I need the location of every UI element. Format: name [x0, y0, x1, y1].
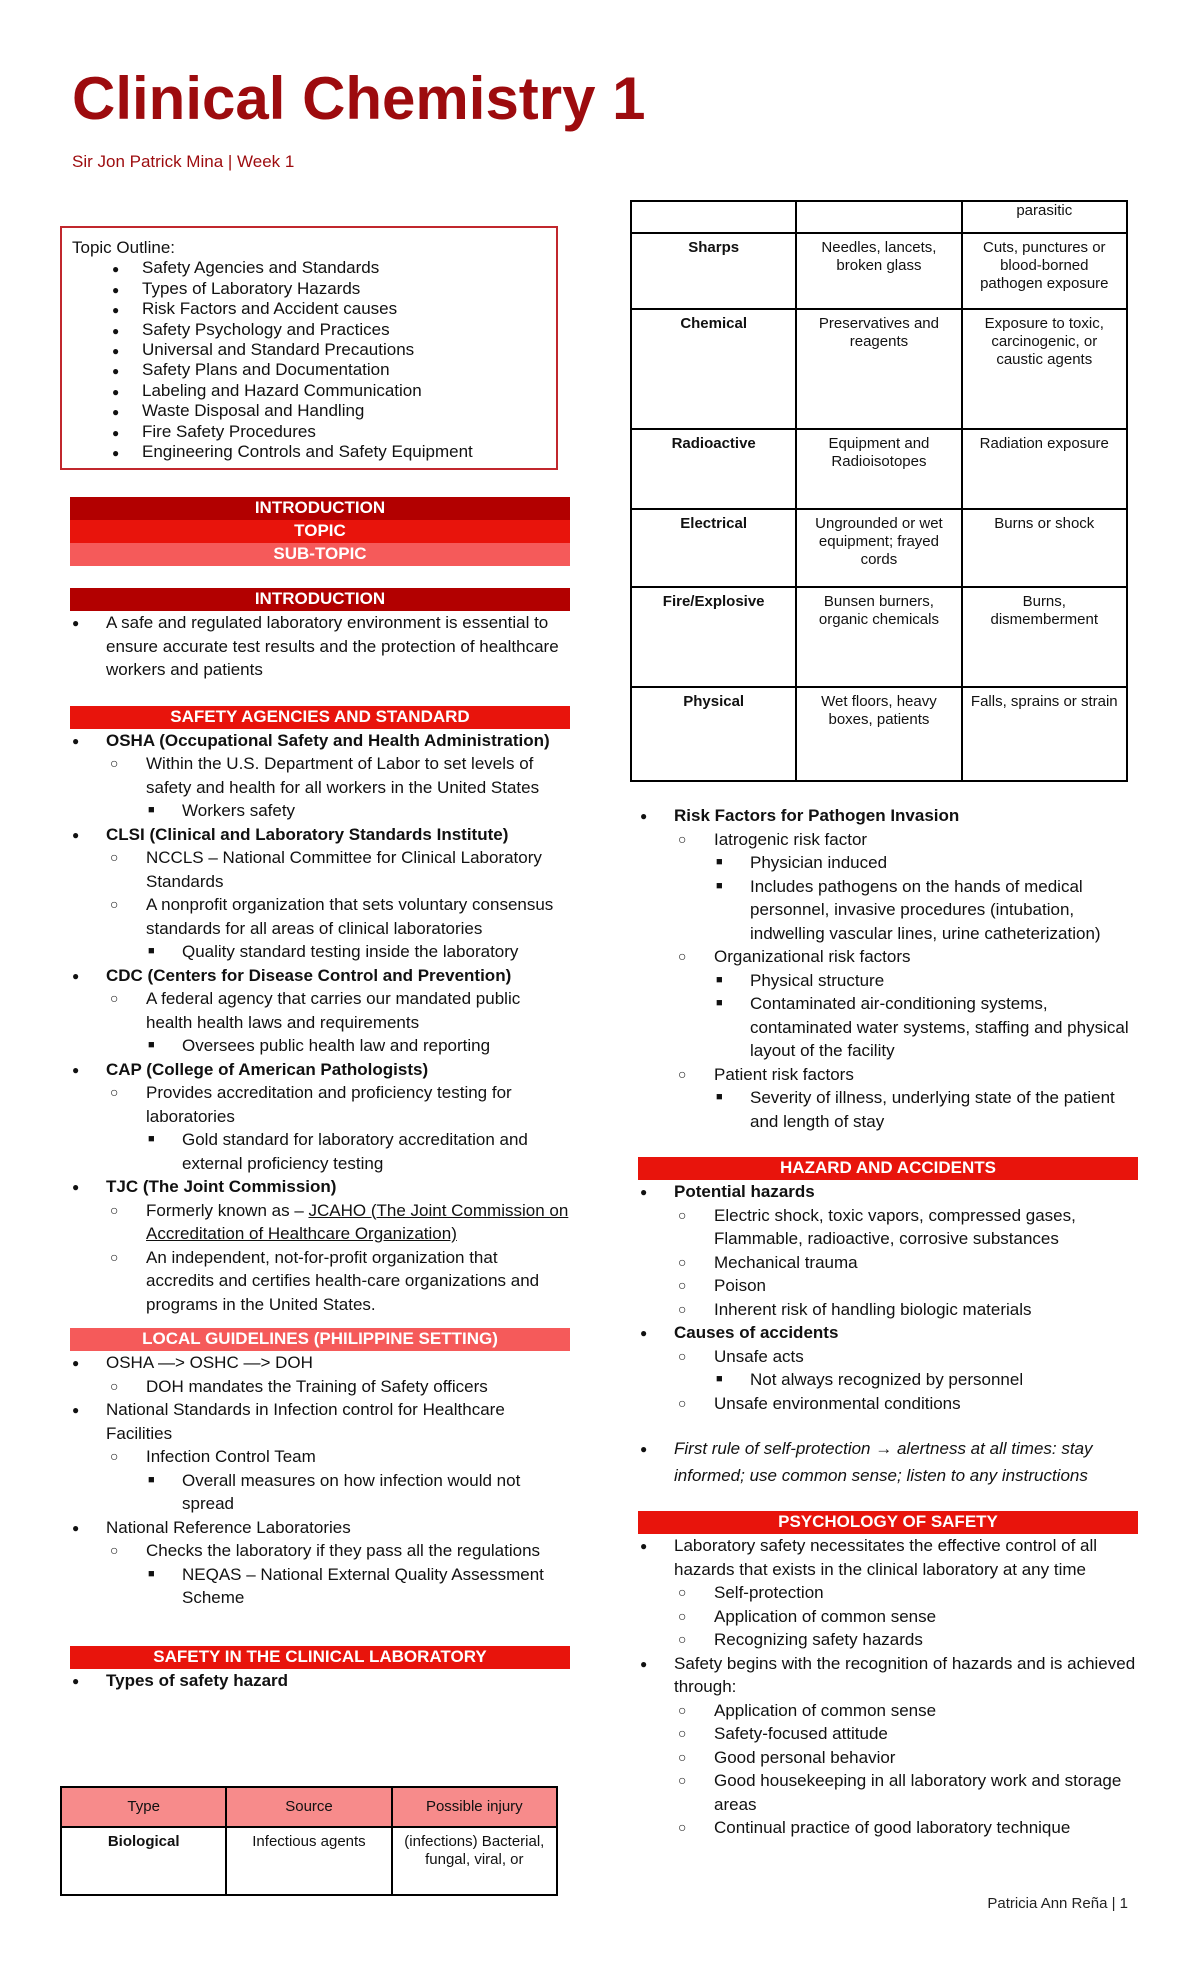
agency-name: TJC (The Joint Commission)	[106, 1177, 337, 1196]
agency-osha	[70, 729, 570, 823]
cell-injury: Burns, dismemberment	[962, 587, 1127, 687]
list-item: ○ Inherent risk of handling biologic materials	[674, 1298, 1138, 1322]
table-row	[631, 309, 1127, 429]
self-protection-rule: ● First rule of self-protection → alertness at all times: stay informed; use common sense; listen to any instructions	[638, 1435, 1138, 1489]
list-item: ■ Contaminated air-conditioning systems, contaminated water systems, staffing and physical layout of the facility	[714, 992, 1138, 1063]
local-guidelines-header: LOCAL GUIDELINES (PHILIPPINE SETTING)	[70, 1328, 570, 1351]
intro-text: ● A safe and regulated laboratory environment is essential to ensure accurate test results and the protection of healthcare workers and patients	[70, 611, 570, 682]
risk-factors-title: ● Risk Factors for Pathogen Invasion ○ Iatrogenic risk factor ■ Physician induced ■ Includes pathogens on the hands of medical personnel, invasive procedures (intubation, indwelling vascular lines, urine catheterization) ○ Organizational risk factors ■ Physical structure ■ Contaminated air-conditioning systems, contaminated water systems, staffing and physical layout of the facility ○ Patient risk factors ■ Severity of illness, underlying state of the patient and length of stay	[638, 804, 1138, 1133]
outline-item: ● Universal and Standard Precautions	[72, 340, 546, 360]
agency-desc: ○ Formerly known as – JCAHO (The Joint Commission on Accreditation of Healthcare Organization)	[106, 1199, 570, 1246]
cell-source: Equipment and Radioisotopes	[796, 429, 961, 509]
list-item: ● National Standards in Infection control for Healthcare Facilities ○ Infection Control Team ■ Overall measures on how infection would not spread	[70, 1398, 570, 1516]
list-item: ○ Self-protection	[674, 1581, 1138, 1605]
outline-item: ● Labeling and Hazard Communication	[72, 381, 546, 401]
table-row	[631, 587, 1127, 687]
table-header-source: Source	[226, 1787, 391, 1827]
agency-desc: ○ Within the U.S. Department of Labor to set levels of safety and health for all workers in the United States ■ Workers safety	[106, 752, 570, 823]
agencies-header: SAFETY AGENCIES AND STANDARD	[70, 706, 570, 729]
hazard-table-part1	[60, 1786, 558, 1896]
cell-type	[631, 201, 796, 233]
jcaho-link-text: JCAHO (The Joint Commission on Accreditation of Healthcare Organization)	[146, 1200, 569, 1243]
agency-name: CDC (Centers for Disease Control and Prevention)	[106, 965, 512, 985]
right-column	[638, 804, 1138, 1840]
cell-injury: Falls, sprains or strain	[962, 687, 1127, 781]
agency-desc: ○ A federal agency that carries our mandated public health health laws and requirements ■ Oversees public health law and reporting	[106, 987, 570, 1058]
clinical-lab-section	[70, 1646, 570, 1693]
list-item: ○ Safety-focused attitude	[674, 1722, 1138, 1746]
agency-desc: ○ A nonprofit organization that sets voluntary consensus standards for all areas of clinical laboratories ■ Quality standard testing inside the laboratory	[106, 893, 570, 964]
list-item: ○ Unsafe environmental conditions	[674, 1392, 1138, 1416]
list-item: ○ Continual practice of good laboratory technique	[674, 1816, 1138, 1840]
list-item: ● Safety begins with the recognition of hazards and is achieved through: ○ Application of common sense ○ Safety-focused attitude ○ Good personal behavior ○ Good housekeeping in all laboratory work and storage areas ○ Continual practice of good laboratory technique	[638, 1652, 1138, 1840]
outline-item: ● Safety Plans and Documentation	[72, 360, 546, 380]
agency-tjc	[70, 1175, 570, 1316]
outline-item: ● Safety Agencies and Standards	[72, 258, 546, 278]
list-item: ○ Good housekeeping in all laboratory work and storage areas	[674, 1769, 1138, 1816]
outline-item: ● Safety Psychology and Practices	[72, 320, 546, 340]
list-item: ● National Reference Laboratories ○ Checks the laboratory if they pass all the regulations ■ NEQAS – National External Quality Assessment Scheme	[70, 1516, 570, 1610]
list-item: ■ Overall measures on how infection would not spread	[146, 1469, 570, 1516]
cell-source: Ungrounded or wet equipment; frayed cords	[796, 509, 961, 587]
list-item: ■ Physician induced	[714, 851, 1138, 875]
agency-sub: ■ Workers safety	[146, 799, 570, 823]
hazards-header: HAZARD AND ACCIDENTS	[638, 1157, 1138, 1180]
local-guidelines-section	[70, 1328, 570, 1610]
outline-item: ● Fire Safety Procedures	[72, 422, 546, 442]
heading-legend	[70, 497, 570, 566]
legend-introduction: INTRODUCTION	[70, 497, 570, 520]
list-item: ○ Electric shock, toxic vapors, compressed gases, Flammable, radioactive, corrosive substances	[674, 1204, 1138, 1251]
topic-outline-list	[72, 258, 546, 462]
cell-source: Bunsen burners, organic chemicals	[796, 587, 961, 687]
agency-clsi	[70, 823, 570, 964]
cell-injury: Burns or shock	[962, 509, 1127, 587]
table-row	[631, 687, 1127, 781]
table-row	[631, 233, 1127, 309]
agency-cdc	[70, 964, 570, 1058]
agencies-section	[70, 706, 570, 1317]
list-item: ○ Application of common sense	[674, 1605, 1138, 1629]
risk-factors-section	[638, 804, 1138, 1133]
psychology-header: PSYCHOLOGY OF SAFETY	[638, 1511, 1138, 1534]
list-item: ● Causes of accidents ○ Unsafe acts ■ Not always recognized by personnel ○ Unsafe environmental conditions	[638, 1321, 1138, 1415]
page-footer: Patricia Ann Reña | 1	[987, 1895, 1128, 1912]
list-item: ■ NEQAS – National External Quality Assessment Scheme	[146, 1563, 570, 1610]
list-item: ■ Severity of illness, underlying state of the patient and length of stay	[714, 1086, 1138, 1133]
list-item: ○ Organizational risk factors ■ Physical structure ■ Contaminated air-conditioning systems, contaminated water systems, staffing and physical layout of the facility	[674, 945, 1138, 1063]
left-column	[70, 497, 570, 1692]
clinical-lab-header: SAFETY IN THE CLINICAL LABORATORY	[70, 1646, 570, 1669]
hazard-table-part2	[630, 200, 1128, 782]
legend-topic: TOPIC	[70, 520, 570, 543]
outline-item: ● Engineering Controls and Safety Equipment	[72, 442, 546, 462]
psychology-section	[638, 1511, 1138, 1840]
cell-injury: Cuts, punctures or blood-borned pathogen exposure	[962, 233, 1127, 309]
agency-name: CAP (College of American Pathologists)	[106, 1059, 429, 1079]
agency-sub: ■ Quality standard testing inside the laboratory	[146, 940, 570, 964]
agency-name: CLSI (Clinical and Laboratory Standards Institute)	[106, 824, 509, 844]
list-item: ○ Infection Control Team ■ Overall measures on how infection would not spread	[106, 1445, 570, 1516]
table-header-injury: Possible injury	[392, 1787, 557, 1827]
outline-item: ● Risk Factors and Accident causes	[72, 299, 546, 319]
list-item: ■ Includes pathogens on the hands of medical personnel, invasive procedures (intubation, indwelling vascular lines, urine catheterization)	[714, 875, 1138, 946]
agency-name: OSHA (Occupational Safety and Health Administration)	[106, 730, 550, 750]
legend-subtopic: SUB-TOPIC	[70, 543, 570, 566]
outline-item: ● Types of Laboratory Hazards	[72, 279, 546, 299]
agency-desc: ○ Provides accreditation and proficiency testing for laboratories ■ Gold standard for laboratory accreditation and external proficiency testing	[106, 1081, 570, 1175]
list-item: ○ Iatrogenic risk factor ■ Physician induced ■ Includes pathogens on the hands of medical personnel, invasive procedures (intubation, indwelling vascular lines, urine catheterization)	[674, 828, 1138, 946]
list-item: ○ Mechanical trauma	[674, 1251, 1138, 1275]
table-row	[61, 1827, 557, 1895]
table-header-row	[61, 1787, 557, 1827]
cell-type: Chemical	[631, 309, 796, 429]
cell-injury: (infections) Bacterial, fungal, viral, or	[392, 1827, 557, 1895]
list-item: ○ DOH mandates the Training of Safety officers	[106, 1375, 570, 1399]
outline-item: ● Waste Disposal and Handling	[72, 401, 546, 421]
topic-outline-heading: Topic Outline:	[72, 238, 175, 257]
list-item: ■ Not always recognized by personnel	[714, 1368, 1138, 1392]
table-row	[631, 429, 1127, 509]
list-item: ● Potential hazards ○ Electric shock, toxic vapors, compressed gases, Flammable, radioactive, corrosive substances ○ Mechanical trauma ○ Poison ○ Inherent risk of handling biologic materials	[638, 1180, 1138, 1321]
hazards-section	[638, 1157, 1138, 1489]
cell-source: Needles, lancets, broken glass	[796, 233, 961, 309]
topic-outline-box	[60, 226, 558, 470]
agency-desc: ○ NCCLS – National Committee for Clinical Laboratory Standards	[106, 846, 570, 893]
types-of-hazard-label: ● Types of safety hazard	[70, 1669, 570, 1693]
table-row	[631, 201, 1127, 233]
document-title: Clinical Chemistry 1	[72, 65, 646, 132]
cell-type: Radioactive	[631, 429, 796, 509]
cell-injury: Exposure to toxic, carcinogenic, or caustic agents	[962, 309, 1127, 429]
cell-type: Physical	[631, 687, 796, 781]
list-item: ○ Poison	[674, 1274, 1138, 1298]
cell-source: Wet floors, heavy boxes, patients	[796, 687, 961, 781]
list-item: ○ Application of common sense	[674, 1699, 1138, 1723]
agency-cap	[70, 1058, 570, 1176]
list-item: ○ Good personal behavior	[674, 1746, 1138, 1770]
table-row	[631, 509, 1127, 587]
cell-type: Biological	[61, 1827, 226, 1895]
cell-type: Electrical	[631, 509, 796, 587]
cell-source: Infectious agents	[226, 1827, 391, 1895]
list-item: ○ Recognizing safety hazards	[674, 1628, 1138, 1652]
list-item: ○ Checks the laboratory if they pass all the regulations ■ NEQAS – National External Quality Assessment Scheme	[106, 1539, 570, 1610]
list-item: ● OSHA —> OSHC —> DOH ○ DOH mandates the Training of Safety officers	[70, 1351, 570, 1398]
introduction-section	[70, 588, 570, 682]
agency-sub: ■ Gold standard for laboratory accreditation and external proficiency testing	[146, 1128, 570, 1175]
list-item: ○ Patient risk factors ■ Severity of illness, underlying state of the patient and length of stay	[674, 1063, 1138, 1134]
cell-source: Preservatives and reagents	[796, 309, 961, 429]
cell-injury: parasitic	[962, 201, 1127, 233]
introduction-header: INTRODUCTION	[70, 588, 570, 611]
list-item: ● Laboratory safety necessitates the effective control of all hazards that exists in the clinical laboratory at any time ○ Self-protection ○ Application of common sense ○ Recognizing safety hazards	[638, 1534, 1138, 1652]
agency-sub: ■ Oversees public health law and reporting	[146, 1034, 570, 1058]
cell-source	[796, 201, 961, 233]
cell-type: Fire/Explosive	[631, 587, 796, 687]
list-item: ○ Unsafe acts ■ Not always recognized by personnel	[674, 1345, 1138, 1392]
list-item: ■ Physical structure	[714, 969, 1138, 993]
table-header-type: Type	[61, 1787, 226, 1827]
agency-desc: ○ An independent, not-for-profit organization that accredits and certifies health-care organizations and programs in the United States.	[106, 1246, 570, 1317]
cell-type: Sharps	[631, 233, 796, 309]
cell-injury: Radiation exposure	[962, 429, 1127, 509]
document-subtitle: Sir Jon Patrick Mina | Week 1	[72, 152, 295, 171]
